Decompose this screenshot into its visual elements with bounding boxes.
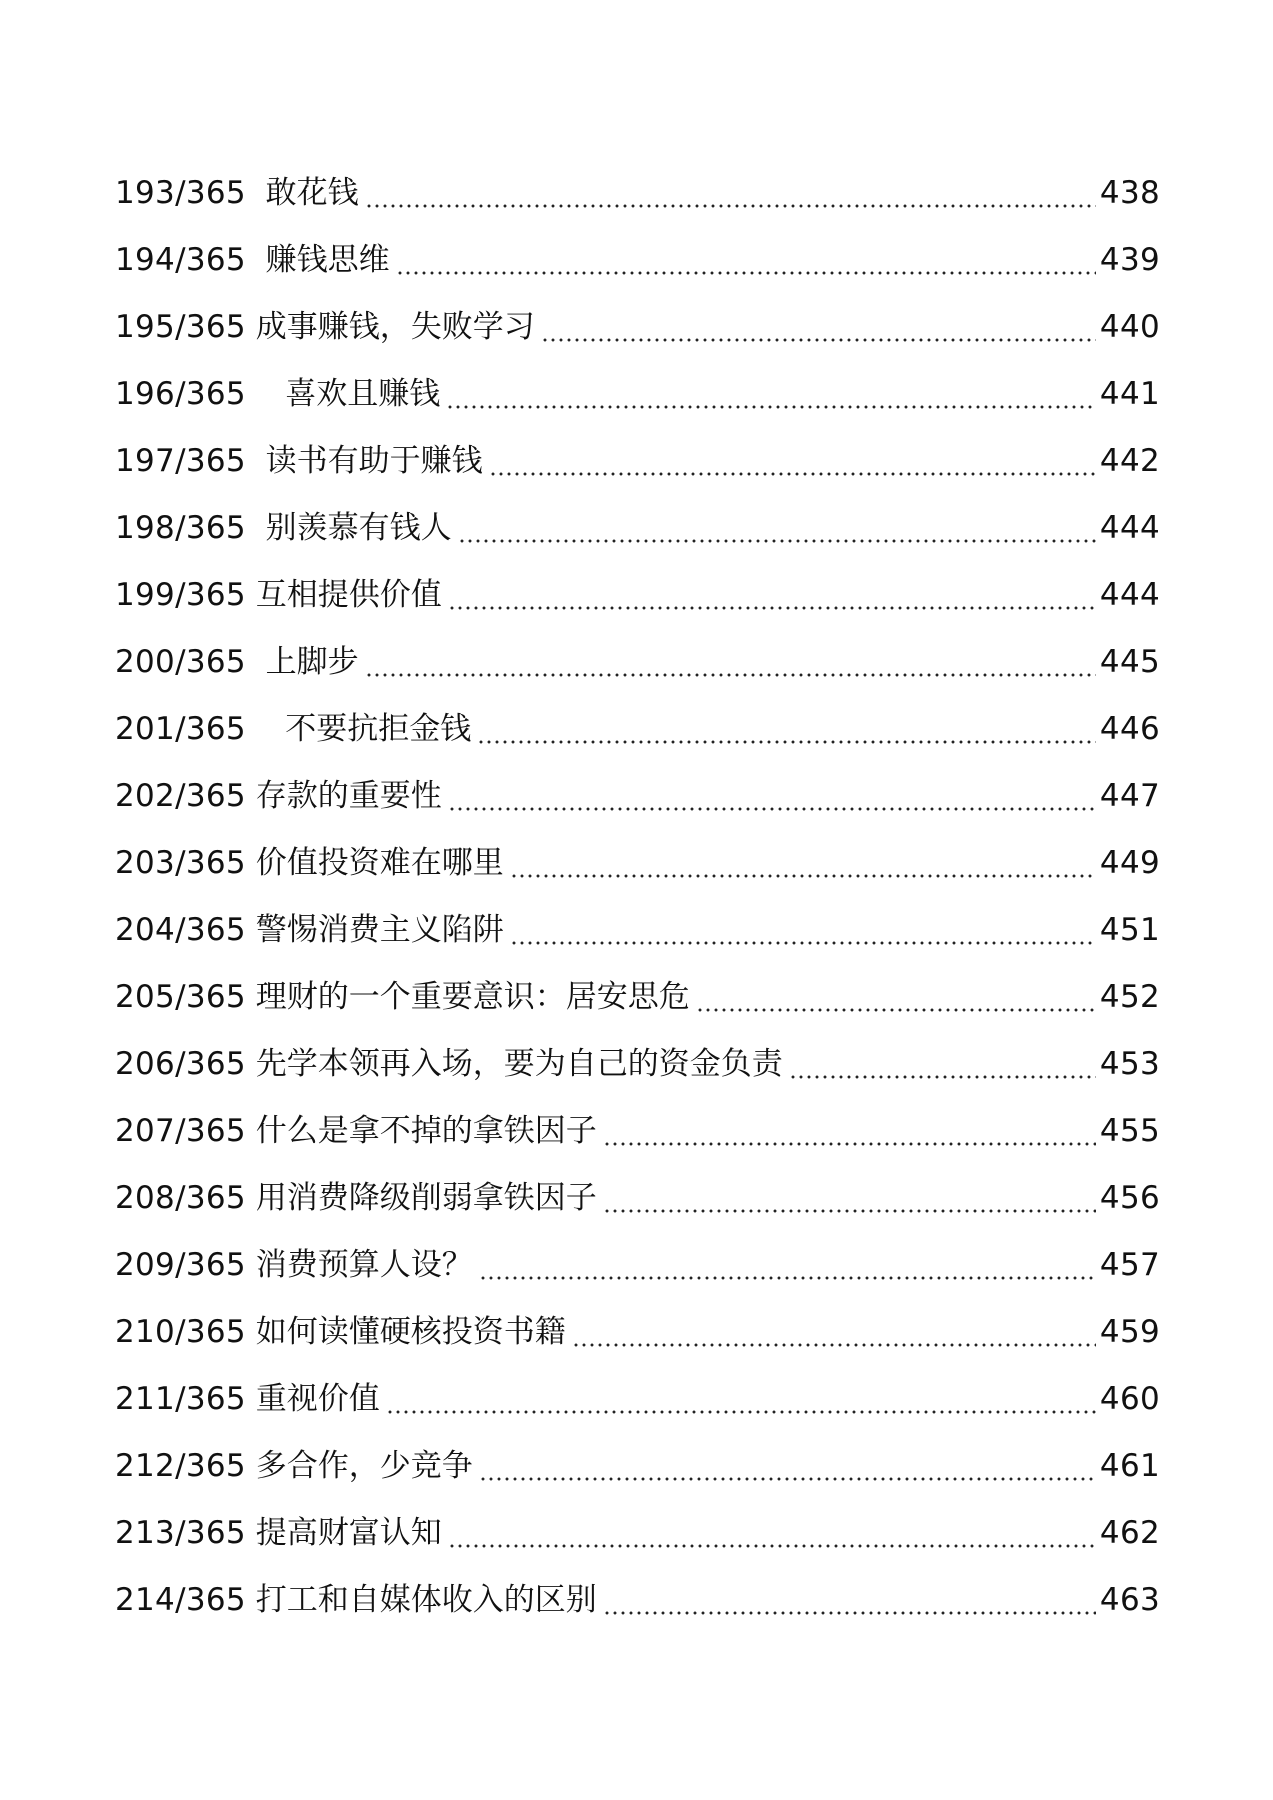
toc-entry[interactable]: [115, 1433, 1160, 1500]
entry-number: 214/365: [115, 1582, 246, 1618]
dot-leader: [458, 539, 1096, 543]
entry-title: 敢花钱: [245, 175, 359, 211]
toc-entry[interactable]: [115, 160, 1160, 227]
entry-number: 206/365: [115, 1046, 246, 1082]
entry-page-number: 441: [1099, 376, 1160, 412]
entry-page-number: 449: [1099, 845, 1160, 881]
entry-number: 198/365: [115, 510, 246, 546]
entry-title: 互相提供价值: [245, 577, 442, 613]
toc-entry[interactable]: [115, 562, 1160, 629]
table-of-contents: [115, 160, 1160, 1634]
entry-title: 如何读懂硬核投资书籍: [245, 1314, 566, 1350]
entry-number: 213/365: [115, 1515, 246, 1551]
dot-leader: [386, 1410, 1096, 1414]
dot-leader: [510, 941, 1096, 945]
entry-number: 203/365: [115, 845, 246, 881]
entry-title: 理财的一个重要意识：居安思危: [245, 979, 690, 1015]
entry-title: 成事赚钱，失败学习: [245, 309, 535, 345]
toc-entry[interactable]: [115, 294, 1160, 361]
entry-number: 193/365: [115, 175, 246, 211]
toc-entry[interactable]: [115, 897, 1160, 964]
entry-title: 价值投资难在哪里: [245, 845, 504, 881]
entry-number: 205/365: [115, 979, 246, 1015]
entry-number: 195/365: [115, 309, 246, 345]
entry-page-number: 439: [1099, 242, 1160, 278]
dot-leader: [365, 673, 1096, 677]
toc-entry[interactable]: [115, 964, 1160, 1031]
entry-number: 199/365: [115, 577, 246, 613]
entry-page-number: 461: [1099, 1448, 1160, 1484]
entry-title: 先学本领再入场，要为自己的资金负责: [245, 1046, 783, 1082]
toc-entry[interactable]: [115, 495, 1160, 562]
toc-entry[interactable]: [115, 361, 1160, 428]
entry-title: 读书有助于赚钱: [245, 443, 483, 479]
entry-title: 什么是拿不掉的拿铁因子: [245, 1113, 597, 1149]
entry-page-number: 438: [1099, 175, 1160, 211]
entry-page-number: 463: [1099, 1582, 1160, 1618]
entry-title: 不要抗拒金钱: [245, 711, 472, 747]
dot-leader: [448, 606, 1096, 610]
entry-page-number: 455: [1099, 1113, 1160, 1149]
entry-page-number: 460: [1099, 1381, 1160, 1417]
entry-title: 存款的重要性: [245, 778, 442, 814]
toc-entry[interactable]: [115, 1232, 1160, 1299]
entry-number: 200/365: [115, 644, 246, 680]
dot-leader: [541, 338, 1096, 342]
entry-title: 上脚步: [245, 644, 359, 680]
entry-number: 196/365: [115, 376, 246, 412]
entry-page-number: 456: [1099, 1180, 1160, 1216]
entry-page-number: 446: [1099, 711, 1160, 747]
entry-page-number: 445: [1099, 644, 1160, 680]
dot-leader: [572, 1343, 1096, 1347]
toc-entry[interactable]: [115, 696, 1160, 763]
dot-leader: [789, 1075, 1096, 1079]
entry-page-number: 451: [1099, 912, 1160, 948]
entry-number: 202/365: [115, 778, 246, 814]
entry-number: 212/365: [115, 1448, 246, 1484]
dot-leader: [696, 1008, 1096, 1012]
dot-leader: [446, 405, 1096, 409]
entry-number: 207/365: [115, 1113, 246, 1149]
entry-page-number: 442: [1099, 443, 1160, 479]
dot-leader: [479, 1276, 1096, 1280]
entry-number: 204/365: [115, 912, 246, 948]
toc-entry[interactable]: [115, 1366, 1160, 1433]
entry-page-number: 444: [1099, 577, 1160, 613]
entry-title: 提高财富认知: [245, 1515, 442, 1551]
entry-number: 197/365: [115, 443, 246, 479]
dot-leader: [510, 874, 1096, 878]
toc-entry[interactable]: [115, 1500, 1160, 1567]
entry-title: 别羡慕有钱人: [245, 510, 452, 546]
toc-entry[interactable]: [115, 227, 1160, 294]
entry-title: 重视价值: [245, 1381, 380, 1417]
entry-title: 赚钱思维: [245, 242, 390, 278]
entry-title: 打工和自媒体收入的区别: [245, 1582, 597, 1618]
toc-entry[interactable]: [115, 1567, 1160, 1634]
toc-entry[interactable]: [115, 1165, 1160, 1232]
dot-leader: [448, 807, 1096, 811]
dot-leader: [489, 472, 1096, 476]
entry-page-number: 444: [1099, 510, 1160, 546]
toc-entry[interactable]: [115, 830, 1160, 897]
entry-page-number: 440: [1099, 309, 1160, 345]
dot-leader: [448, 1544, 1096, 1548]
dot-leader: [365, 204, 1096, 208]
dot-leader: [479, 1477, 1096, 1481]
dot-leader: [603, 1611, 1096, 1615]
entry-number: 194/365: [115, 242, 246, 278]
toc-entry[interactable]: [115, 1031, 1160, 1098]
entry-page-number: 447: [1099, 778, 1160, 814]
entry-number: 208/365: [115, 1180, 246, 1216]
toc-entry[interactable]: [115, 428, 1160, 495]
entry-title: 多合作，少竞争: [245, 1448, 473, 1484]
toc-entry[interactable]: [115, 1098, 1160, 1165]
dot-leader: [603, 1142, 1096, 1146]
entry-page-number: 457: [1099, 1247, 1160, 1283]
dot-leader: [603, 1209, 1096, 1213]
entry-page-number: 453: [1099, 1046, 1160, 1082]
entry-page-number: 452: [1099, 979, 1160, 1015]
dot-leader: [396, 271, 1096, 275]
dot-leader: [477, 740, 1096, 744]
entry-number: 209/365: [115, 1247, 246, 1283]
entry-page-number: 459: [1099, 1314, 1160, 1350]
entry-number: 210/365: [115, 1314, 246, 1350]
toc-entry[interactable]: [115, 629, 1160, 696]
entry-title: 警惕消费主义陷阱: [245, 912, 504, 948]
entry-title: 用消费降级削弱拿铁因子: [245, 1180, 597, 1216]
entry-title: 喜欢且赚钱: [245, 376, 441, 412]
entry-title: 消费预算人设？: [245, 1247, 473, 1283]
entry-number: 201/365: [115, 711, 246, 747]
toc-entry[interactable]: [115, 763, 1160, 830]
toc-entry[interactable]: [115, 1299, 1160, 1366]
entry-page-number: 462: [1099, 1515, 1160, 1551]
entry-number: 211/365: [115, 1381, 246, 1417]
